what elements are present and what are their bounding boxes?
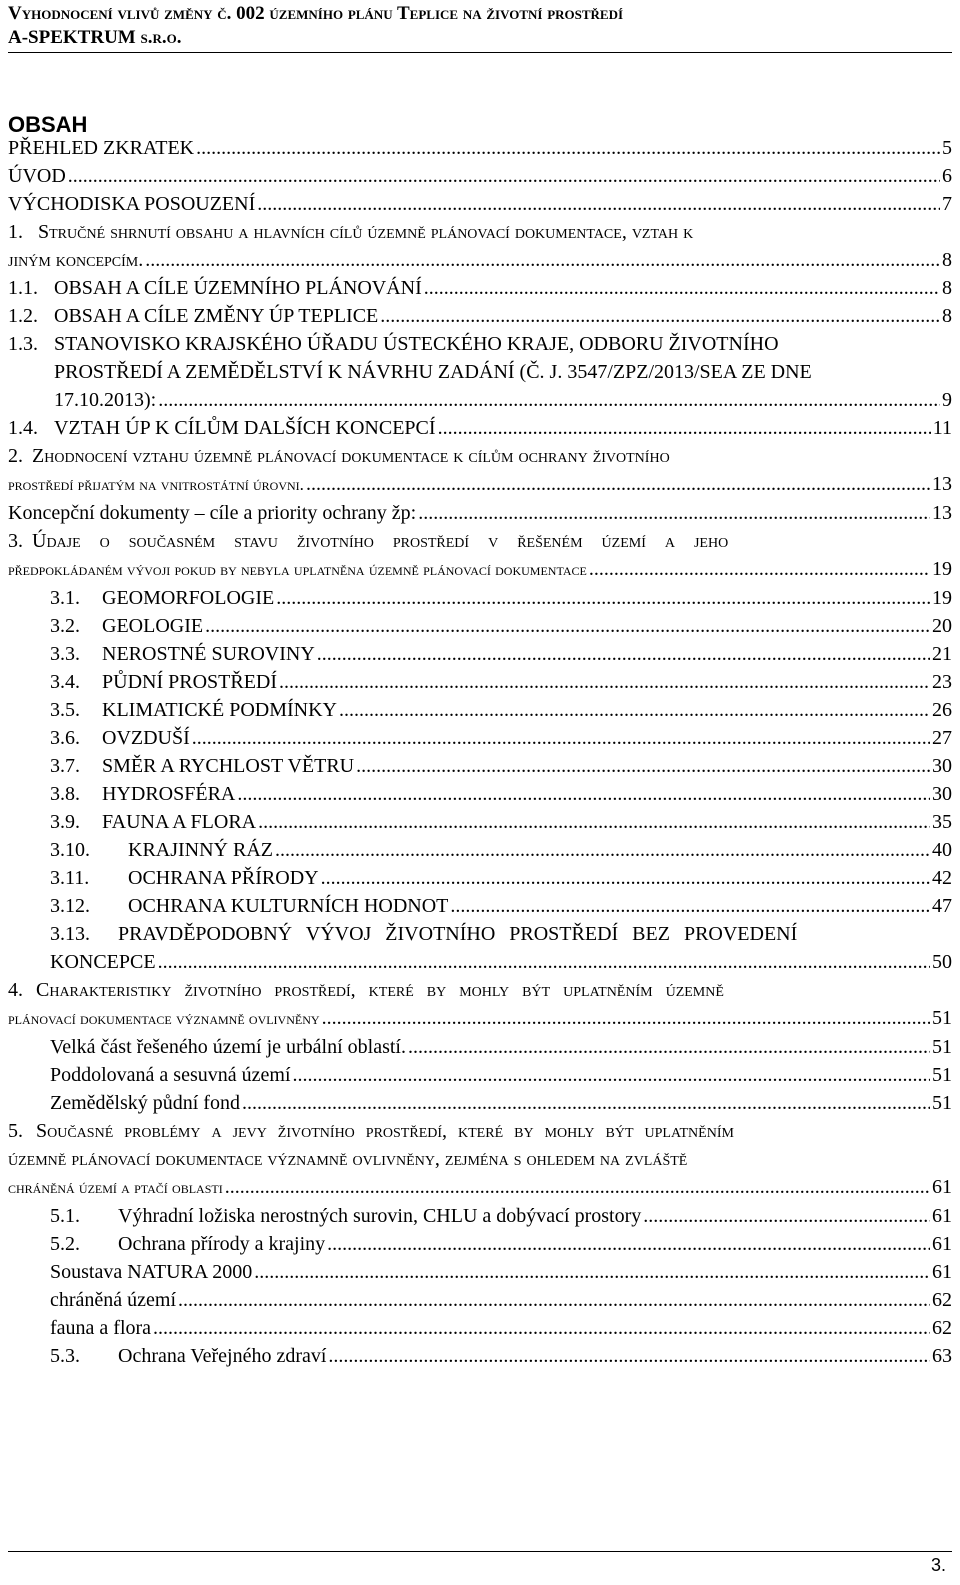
- toc-entry-3-5[interactable]: [8, 696, 952, 724]
- toc-entry-page: 61: [932, 1205, 952, 1227]
- toc-leader-dots: [258, 808, 930, 836]
- toc-entry-label: GEOMORFOLOGIE: [102, 587, 275, 609]
- toc-entry-label-cont: prostředí přijatým na vnitrostátní úrovni.: [8, 475, 304, 494]
- toc-entry-label: Koncepční dokumenty – cíle a priority ochrany žp:: [8, 502, 417, 524]
- toc-entry-number: 1.3.: [8, 333, 38, 355]
- toc-entry-1-3-line2[interactable]: [8, 358, 952, 386]
- toc-entry-label: VZTAH ÚP K CÍLŮM DALŠÍCH KONCEPCÍ: [54, 417, 436, 439]
- toc-entry-page: 62: [932, 1317, 952, 1339]
- toc-entry-label: OCHRANA KULTURNÍCH HODNOT: [128, 895, 449, 917]
- toc-leader-dots: [68, 162, 940, 190]
- toc-entry-number: 3.10.: [50, 839, 90, 861]
- toc-entry-page: 8: [942, 249, 952, 271]
- toc-entry-number: 3.2.: [50, 615, 80, 637]
- toc-leader-dots: [293, 1061, 931, 1089]
- page-header: [8, 2, 952, 53]
- toc-entry-5-line2[interactable]: [8, 1145, 952, 1173]
- toc-entry-3-1[interactable]: [8, 584, 952, 612]
- header-document-title: Vyhodnocení vlivů změny č. 002 územního plánu Teplice na životní prostředí: [8, 3, 624, 24]
- toc-leader-dots: [257, 190, 940, 218]
- toc-leader-dots: [450, 892, 930, 920]
- toc-entry-page: 13: [932, 502, 952, 524]
- toc-entry-number: 3.1.: [50, 587, 80, 609]
- toc-leader-dots: [153, 1314, 930, 1342]
- toc-entry-3-12[interactable]: [8, 892, 952, 920]
- toc-entry-label: ÚVOD: [8, 165, 66, 187]
- toc-leader-dots: [196, 134, 940, 162]
- toc-leader-dots: [275, 836, 930, 864]
- toc-leader-dots: [589, 555, 930, 583]
- toc-leader-dots: [254, 1258, 930, 1286]
- toc-leader-dots: [643, 1202, 930, 1230]
- toc-leader-dots: [424, 274, 940, 302]
- toc-leader-dots: [356, 752, 930, 780]
- toc-entry-label: Velká část řešeného území je urbální oblastí.: [50, 1036, 406, 1058]
- toc-entry-page: 30: [932, 783, 952, 805]
- toc-entry-number: 1.4.: [8, 417, 38, 439]
- toc-entry-label: HYDROSFÉRA: [102, 783, 236, 805]
- toc-entry-fauna-flora[interactable]: [8, 1314, 952, 1342]
- toc-entry-label: Ochrana přírody a krajiny: [118, 1233, 326, 1255]
- toc-entry-number: 3.: [8, 530, 23, 552]
- toc-entry-number: 5.2.: [50, 1233, 80, 1255]
- toc-entry-label: Současné problémy a jevy životního prostředí, které by mohly být uplatněním: [36, 1120, 734, 1142]
- toc-entry-label: FAUNA A FLORA: [102, 811, 257, 833]
- toc-entry-label: chráněná území: [50, 1289, 177, 1311]
- toc-entry-3-9[interactable]: [8, 808, 952, 836]
- toc-entry-3-11[interactable]: [8, 864, 952, 892]
- toc-leader-dots: [339, 696, 930, 724]
- toc-entry-label-cont: předpokládaném vývoji pokud by nebyla uplatněna územně plánovací dokumentace: [8, 560, 587, 579]
- toc-entry-page: 47: [932, 895, 952, 917]
- toc-entry-label: PŮDNÍ PROSTŘEDÍ: [102, 671, 278, 693]
- toc-entry-label-cont: plánovací dokumentace významně ovlivněny: [8, 1009, 320, 1028]
- table-of-contents: [8, 134, 952, 1370]
- toc-leader-dots: [205, 612, 930, 640]
- toc-leader-dots: [279, 668, 930, 696]
- toc-entry-3-3[interactable]: [8, 640, 952, 668]
- footer-rule: [8, 1551, 952, 1552]
- toc-entry-label: Zhodnocení vztahu územně plánovací dokumentace k cílům ochrany životního: [32, 445, 670, 467]
- toc-entry-page: 42: [932, 867, 952, 889]
- toc-entry-number: 5.: [8, 1120, 23, 1142]
- toc-entry-3-6[interactable]: [8, 724, 952, 752]
- toc-entry-page: 5: [942, 137, 952, 159]
- toc-entry-page: 51: [932, 1092, 952, 1114]
- toc-entry-page: 20: [932, 615, 952, 637]
- toc-entry-1-3-line1[interactable]: [8, 330, 952, 358]
- toc-entry-label: KLIMATICKÉ PODMÍNKY: [102, 699, 337, 721]
- toc-entry-page: 21: [932, 643, 952, 665]
- toc-leader-dots: [192, 724, 930, 752]
- toc-entry-1-3-line3[interactable]: [8, 386, 952, 414]
- toc-entry-zpf[interactable]: [8, 1089, 952, 1117]
- toc-entry-page: 61: [932, 1233, 952, 1255]
- toc-leader-dots: [322, 1004, 930, 1032]
- toc-entry-5-3[interactable]: [8, 1342, 952, 1370]
- toc-entry-page: 9: [942, 389, 952, 411]
- toc-entry-3-10[interactable]: [8, 836, 952, 864]
- toc-entry-label: Soustava NATURA 2000: [50, 1261, 253, 1283]
- toc-entry-label-cont: PROSTŘEDÍ A ZEMĚDĚLSTVÍ K NÁVRHU ZADÁNÍ (Č. J. 3547/ZPZ/2013/SEA ZE DNE: [54, 361, 812, 383]
- toc-entry-number: 3.9.: [50, 811, 80, 833]
- toc-entry-label: VÝCHODISKA POSOUZENÍ: [8, 193, 256, 215]
- toc-leader-dots: [418, 499, 930, 527]
- toc-entry-5-1[interactable]: [8, 1202, 952, 1230]
- toc-entry-page: 13: [932, 473, 952, 495]
- toc-entry-number: 5.1.: [50, 1205, 80, 1227]
- toc-entry-label: OCHRANA PŘÍRODY: [128, 867, 319, 889]
- toc-entry-label: OBSAH A CÍLE ÚZEMNÍHO PLÁNOVÁNÍ: [54, 277, 422, 299]
- toc-entry-number: 4.: [8, 979, 23, 1001]
- toc-entry-page: 51: [932, 1007, 952, 1029]
- toc-entry-koncepcni-dokumenty[interactable]: [8, 499, 952, 527]
- toc-entry-natura-2000[interactable]: [8, 1258, 952, 1286]
- toc-entry-prehled-zkratek[interactable]: [8, 134, 952, 162]
- toc-leader-dots: [145, 246, 940, 274]
- toc-entry-label: fauna a flora: [50, 1317, 152, 1339]
- toc-entry-page: 51: [932, 1064, 952, 1086]
- toc-entry-2-line2[interactable]: [8, 470, 952, 499]
- toc-leader-dots: [158, 386, 940, 414]
- toc-entry-label: PRAVDĚPODOBNÝ VÝVOJ ŽIVOTNÍHO PROSTŘEDÍ BEZ PROVEDENÍ: [118, 923, 798, 945]
- toc-entry-urbalni-oblast[interactable]: [8, 1033, 952, 1061]
- toc-entry-label-cont: územně plánovací dokumentace významně ovlivněny, zejména s ohledem na zvláště: [8, 1148, 688, 1170]
- toc-leader-dots: [438, 414, 931, 442]
- toc-leader-dots: [158, 948, 930, 976]
- toc-entry-number: 3.13.: [50, 923, 90, 945]
- toc-entry-page: 26: [932, 699, 952, 721]
- toc-entry-3-13-line2[interactable]: [8, 948, 952, 976]
- toc-entry-1-line2[interactable]: [8, 246, 952, 274]
- toc-entry-page: 62: [932, 1289, 952, 1311]
- toc-entry-page: 63: [932, 1345, 952, 1367]
- toc-leader-dots: [225, 1173, 930, 1201]
- toc-entry-chranena-uzemi[interactable]: [8, 1286, 952, 1314]
- toc-entry-3-8[interactable]: [8, 780, 952, 808]
- toc-entry-vychodiska[interactable]: [8, 190, 952, 218]
- toc-entry-page: 6: [942, 165, 952, 187]
- toc-entry-label: Údaje o současném stavu životního prostředí v řešeném území a jeho: [32, 530, 729, 552]
- toc-entry-label: OBSAH A CÍLE ZMĚNY ÚP TEPLICE: [54, 305, 379, 327]
- toc-entry-4-line2[interactable]: [8, 1004, 952, 1033]
- toc-leader-dots: [328, 1342, 930, 1370]
- toc-entry-page: 40: [932, 839, 952, 861]
- toc-entry-3-line2[interactable]: [8, 555, 952, 584]
- toc-leader-dots: [276, 584, 930, 612]
- toc-entry-label-cont: jiným koncepcím.: [8, 249, 144, 271]
- toc-heading: OBSAH: [8, 112, 88, 137]
- toc-entry-1-line1[interactable]: [8, 218, 952, 246]
- toc-entry-number: 5.3.: [50, 1345, 80, 1367]
- toc-entry-page: 51: [932, 1036, 952, 1058]
- toc-entry-5-line1[interactable]: [8, 1117, 952, 1145]
- toc-entry-page: 61: [932, 1261, 952, 1283]
- toc-leader-dots: [380, 302, 940, 330]
- toc-entry-page: 19: [932, 587, 952, 609]
- toc-leader-dots: [317, 640, 930, 668]
- toc-entry-page: 8: [942, 277, 952, 299]
- toc-entry-label: OVZDUŠÍ: [102, 727, 190, 749]
- toc-entry-page: 23: [932, 671, 952, 693]
- toc-entry-page: 11: [932, 417, 952, 439]
- footer-page-number: 3.: [930, 1555, 946, 1575]
- toc-entry-3-line1[interactable]: [8, 527, 952, 555]
- toc-entry-1-2[interactable]: [8, 302, 952, 330]
- toc-entry-number: 1.1.: [8, 277, 38, 299]
- toc-entry-3-7[interactable]: [8, 752, 952, 780]
- toc-entry-number: 3.6.: [50, 727, 80, 749]
- toc-leader-dots: [306, 470, 930, 498]
- toc-entry-label: KRAJINNÝ RÁZ: [128, 839, 273, 861]
- toc-entry-page: 61: [932, 1176, 952, 1198]
- toc-entry-5-2[interactable]: [8, 1230, 952, 1258]
- toc-entry-label: Ochrana Veřejného zdraví: [118, 1345, 327, 1367]
- toc-entry-number: 3.5.: [50, 699, 80, 721]
- toc-entry-5-line3[interactable]: [8, 1173, 952, 1202]
- toc-entry-label: GEOLOGIE: [102, 615, 204, 637]
- toc-entry-page: 30: [932, 755, 952, 777]
- toc-entry-number: 3.12.: [50, 895, 90, 917]
- toc-entry-label: Charakteristiky životního prostředí, které by mohly být uplatněním územně: [36, 979, 724, 1001]
- toc-entry-number: 3.3.: [50, 643, 80, 665]
- toc-entry-number: 3.11.: [50, 867, 90, 889]
- toc-leader-dots: [242, 1089, 930, 1117]
- toc-entry-label: Zemědělský půdní fond: [50, 1092, 240, 1114]
- toc-entry-3-13-line1[interactable]: [8, 920, 952, 948]
- toc-entry-label: Výhradní ložiska nerostných surovin, CHLU a dobývací prostory: [118, 1205, 642, 1227]
- toc-entry-page: 7: [942, 193, 952, 215]
- toc-entry-label-cont: 17.10.2013):: [54, 389, 157, 411]
- toc-entry-label: STANOVISKO KRAJSKÉHO ÚŘADU ÚSTECKÉHO KRAJE, ODBORU ŽIVOTNÍHO: [54, 333, 779, 355]
- toc-leader-dots: [237, 780, 930, 808]
- toc-entry-3-4[interactable]: [8, 668, 952, 696]
- toc-entry-number: 3.4.: [50, 671, 80, 693]
- toc-entry-2-line1[interactable]: [8, 442, 952, 470]
- toc-entry-label: SMĚR A RYCHLOST VĚTRU: [102, 755, 355, 777]
- toc-entry-page: 50: [932, 951, 952, 973]
- toc-entry-label-cont: chráněná území a ptačí oblasti: [8, 1178, 223, 1197]
- toc-entry-number: 3.8.: [50, 783, 80, 805]
- toc-entry-label: NEROSTNÉ SUROVINY: [102, 643, 315, 665]
- toc-entry-label: PŘEHLED ZKRATEK: [8, 137, 195, 159]
- toc-entry-1-4[interactable]: [8, 414, 952, 442]
- toc-entry-page: 35: [932, 811, 952, 833]
- toc-entry-page: 27: [932, 727, 952, 749]
- toc-leader-dots: [327, 1230, 930, 1258]
- toc-entry-poddolovana-uzemi[interactable]: [8, 1061, 952, 1089]
- toc-entry-label: Stručné shrnutí obsahu a hlavních cílů územně plánovací dokumentace, vztah k: [38, 221, 694, 243]
- toc-leader-dots: [321, 864, 930, 892]
- toc-entry-number: 3.7.: [50, 755, 80, 777]
- toc-entry-number: 1.: [8, 221, 23, 243]
- toc-entry-number: 1.2.: [8, 305, 38, 327]
- toc-entry-3-2[interactable]: [8, 612, 952, 640]
- toc-entry-label: Poddolovaná a sesuvná území: [50, 1064, 291, 1086]
- toc-entry-label-cont: KONCEPCE: [50, 951, 156, 973]
- toc-entry-page: 19: [932, 558, 952, 580]
- toc-entry-1-1[interactable]: [8, 274, 952, 302]
- toc-entry-number: 2.: [8, 445, 23, 467]
- toc-entry-4-line1[interactable]: [8, 976, 952, 1004]
- toc-leader-dots: [178, 1286, 930, 1314]
- toc-leader-dots: [408, 1033, 930, 1061]
- toc-entry-uvod[interactable]: [8, 162, 952, 190]
- toc-entry-page: 8: [942, 305, 952, 327]
- header-company: A-SPEKTRUM s.r.o.: [8, 26, 952, 53]
